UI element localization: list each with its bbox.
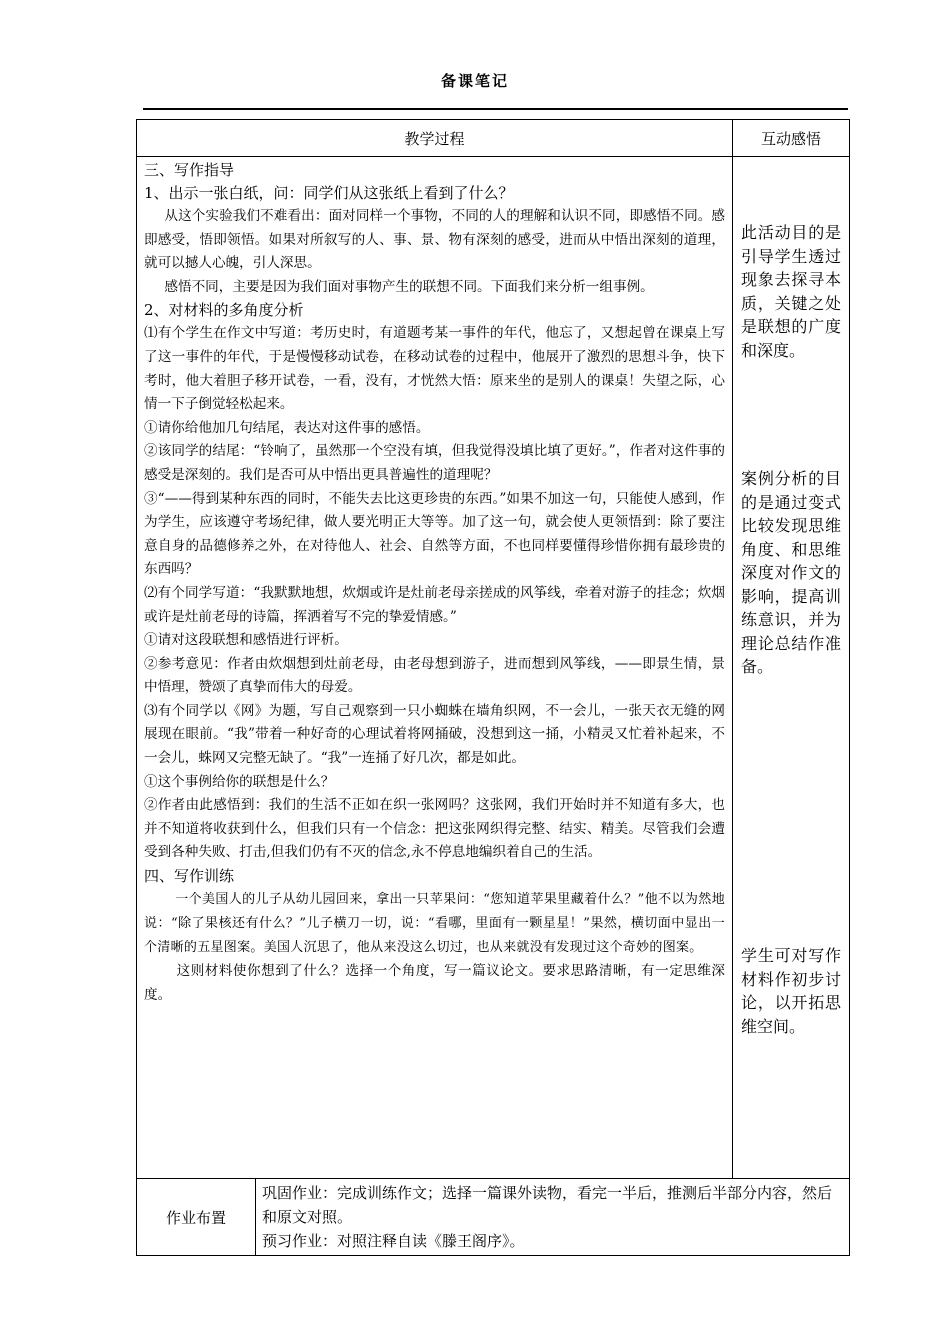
- case-3-text: ⑶有个同学以《网》为题，写自己观察到一只小蜘蛛在墙角织网，不一会儿，一张天衣无缝的网展现在眼前。“我”带着一种好奇的心理试着将网捅破，没想到这一捅，小精灵又忙着补起来，不一会儿，蛛网又完整无缺了。“我”一连捅了好几次，都是如此。: [144, 702, 726, 767]
- page-title: 备课笔记: [440, 72, 509, 90]
- content-row: [137, 157, 850, 1179]
- story-material: 一个美国人的儿子从幼儿园回来，拿出一只苹果问：“您知道苹果里藏着什么？”他不以为然地说：“除了果核还有什么？”儿子横刀一切，说：“看哪，里面有一颗星星！”果然，横切面中显出一个清晰的五星图案。美国人沉思了，他从来没这么切过，也从来就没有发现过这个奇妙的图案。: [144, 892, 726, 956]
- item-1-body-2: 感悟不同，主要是因为我们面对事物产生的联想不同。下面我们来分析一组事例。: [164, 278, 654, 295]
- insight-note-2: 案例分析的目的是通过变式比较发现思维角度、和思维深度对作文的影响，提高训练意识，并为理论总结作准备。: [741, 469, 842, 676]
- section-heading-writing-training: 四、写作训练: [144, 867, 235, 886]
- section-heading-writing-guidance: 三、写作指导: [144, 161, 235, 179]
- case-2-question-1: ①请对这段联想和感悟进行评析。: [144, 632, 348, 649]
- homework-content: [256, 1179, 850, 1256]
- homework-row: [137, 1179, 850, 1256]
- case-2-text: ⑵有个同学写道：“我默默地想，炊烟或许是灶前老母亲搓成的风筝线，牵着对游子的挂念；炊烟或许是灶前老母的诗篇，挥洒着写不完的挚爱情感。”: [144, 584, 726, 625]
- homework-preview: 预习作业：对照注释自读《滕王阁序》。: [262, 1232, 525, 1250]
- case-1-text: ⑴有个学生在作文中写道：考历史时，有道题考某一事件的年代，他忘了，又想起曾在课桌上写了这一事件的年代，于是慢慢移动试卷，在移动试卷的过程中，他展开了激烈的思想斗争，快下考时，他大着胆子移开试卷，一看，没有，才恍然大悟：原来坐的是别人的课桌！失望之际，心情一下子倒觉轻松起来。: [144, 325, 726, 413]
- title-divider: [143, 108, 848, 110]
- header-teaching-process: 教学过程: [137, 120, 733, 157]
- case-1-question-1: ①请你给他加几句结尾，表达对这件事的感悟。: [144, 419, 430, 436]
- case-1-question-3: ③“——得到某种东西的同时，不能失去比这更珍贵的东西。”如果不加这一句，只能使人感到，作为学生，应该遵守考场纪律，做人要光明正大等等。加了这一句，就会使人更领悟到：除了要注意自身的品德修养之外，在对待他人、社会、自然等方面，不也同样要懂得珍惜你拥有最珍贵的东西吗？: [144, 490, 726, 578]
- header-interactive-insight: 互动感悟: [733, 120, 850, 157]
- item-1-heading: 1、出示一张白纸，问：同学们从这张纸上看到了什么？: [144, 184, 514, 202]
- case-3-question-1: ①这个事例给你的联想是什么？: [144, 773, 335, 790]
- item-1-body: 从这个实验我们不难看出：面对同样一个事物，不同的人的理解和认识不同，即感悟不同。感即感受，悟即领悟。如果对所叙写的人、事、景、物有深刻的感受，进而从中悟出深刻的道理，就可以撼人心魄，引人深思。: [144, 208, 726, 272]
- table-header-row: [137, 120, 850, 157]
- writing-task: 这则材料使你想到了什么？选择一个角度，写一篇议论文。要求思路清晰，有一定思维深度。: [144, 963, 726, 1003]
- insight-note-3: 学生可对写作材料作初步讨论，以开拓思维空间。: [741, 946, 842, 1036]
- case-2-question-2: ②参考意见：作者由炊烟想到灶前老母，由老母想到游子，进而想到风筝线，——即景生情，景中悟理，赞颂了真挚而伟大的母爱。: [144, 655, 726, 696]
- teaching-process-cell: [137, 157, 733, 1179]
- homework-consolidation: 巩固作业：完成训练作文；选择一篇课外读物，看完一半后，推测后半部分内容，然后和原文对照。: [262, 1184, 833, 1226]
- insight-cell: [733, 157, 850, 1179]
- lesson-notes-table: [136, 119, 850, 1256]
- insight-note-1: 此活动目的是引导学生透过现象去探寻本质，关键之处是联想的广度和深度。: [741, 223, 842, 360]
- homework-label: 作业布置: [137, 1179, 256, 1256]
- case-1-question-2: ②该同学的结尾：“铃响了，虽然那一个空没有填，但我觉得没填比填了更好。”，作者对这件事的感受是深刻的。我们是否可从中悟出更具普遍性的道理呢？: [144, 443, 726, 483]
- case-3-question-2: ②作者由此感悟到：我们的生活不正如在织一张网吗？这张网，我们开始时并不知道有多大，也并不知道将收获到什么，但我们只有一个信念：把这张网织得完整、结实、精美。尽管我们会遭受到各种失败、打击,但我们仍有不灭的信念,永不停息地编织着自己的生活。: [144, 797, 726, 861]
- item-2-heading: 2、对材料的多角度分析: [144, 301, 304, 320]
